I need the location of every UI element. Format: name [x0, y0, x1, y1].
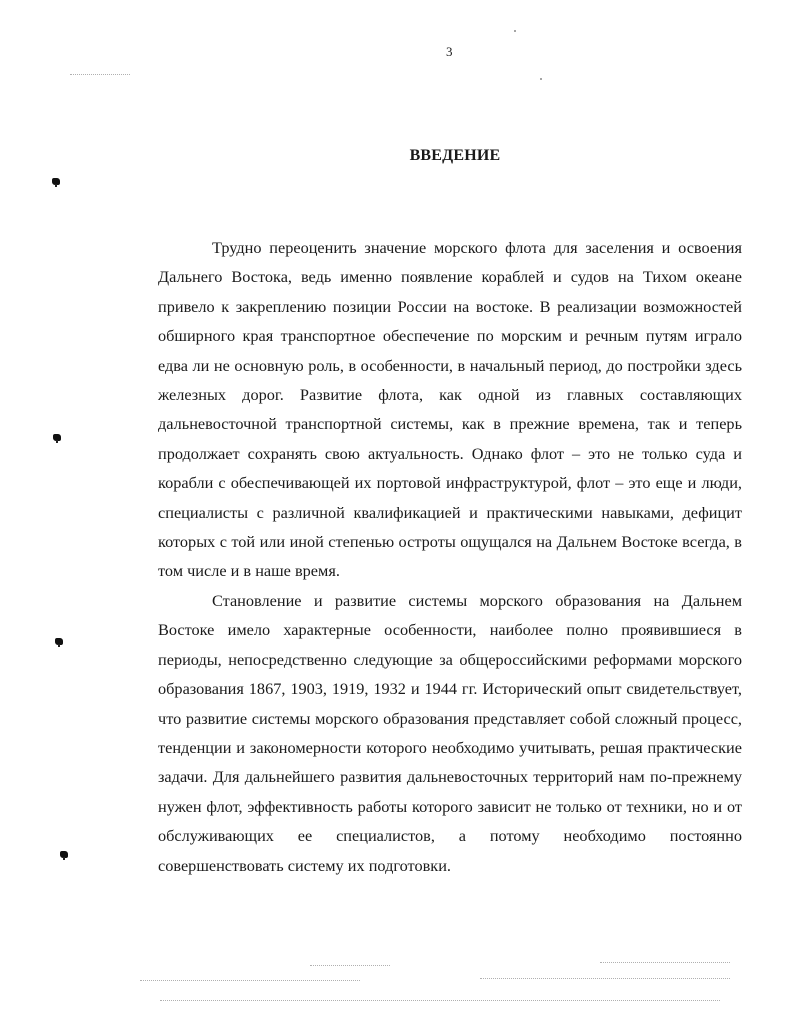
- paragraph-2: Становление и развитие системы морского образования на Дальнем Востоке имело характерные особенности, наиболее полно проявившиеся в периоды, непосредственно следующие за общероссийскими реформами морского образования 1867, 1903, 1919, 1932 и 1944 гг. Исторический опыт свидетельствует, что развитие системы морского образования представляет собой сложный процесс, тенденции и закономерности которого необходимо учитывать, решая практические задачи. Для дальнейшего развития дальневосточных территорий нам по-прежнему нужен флот, эффективность работы которого зависит не только от техники, но и от обслуживающих ее специалистов, а потому необходимо постоянно совершенствовать систему их подготовки.: [158, 590, 742, 875]
- body-text: [158, 233, 742, 880]
- scan-line: [480, 978, 730, 980]
- paragraph-1: Трудно переоценить значение морского флота для заселения и освоения Дальнего Востока, ведь именно появление кораблей и судов на Тихом океане привело к закреплению позиции России на востоке. В реализации возможностей обширного края транспортное обеспечение по морским и речным путям играло едва ли не основную роль, в особенности, в начальный период, до постройки здесь железных дорог. Развитие флота, как одной из главных составляющих дальневосточной транспортной системы, как в прежние времена, так и теперь продолжает сохранять свою актуальность. Однако флот – это не только суда и корабли с обеспечивающей их портовой инфраструктурой, флот – это еще и люди, специалисты с различной квалификацией и практическими навыками, дефицит которых с той или иной степенью остроты ощущался на Дальнем Востоке всегда, в том числе и в наше время.: [158, 238, 742, 581]
- scan-line: [600, 962, 730, 964]
- punch-mark: [55, 638, 63, 645]
- punch-mark: [60, 851, 68, 858]
- scan-line: [140, 980, 360, 982]
- punch-mark: [52, 178, 60, 185]
- page-number: 3: [446, 44, 453, 59]
- scan-line: [310, 965, 390, 967]
- scan-line: [70, 74, 130, 76]
- scan-speck: [540, 78, 542, 80]
- scan-speck: [514, 30, 516, 32]
- scan-line: [160, 1000, 720, 1002]
- punch-mark: [53, 434, 61, 441]
- section-heading: ВВЕДЕНИЕ: [409, 147, 501, 164]
